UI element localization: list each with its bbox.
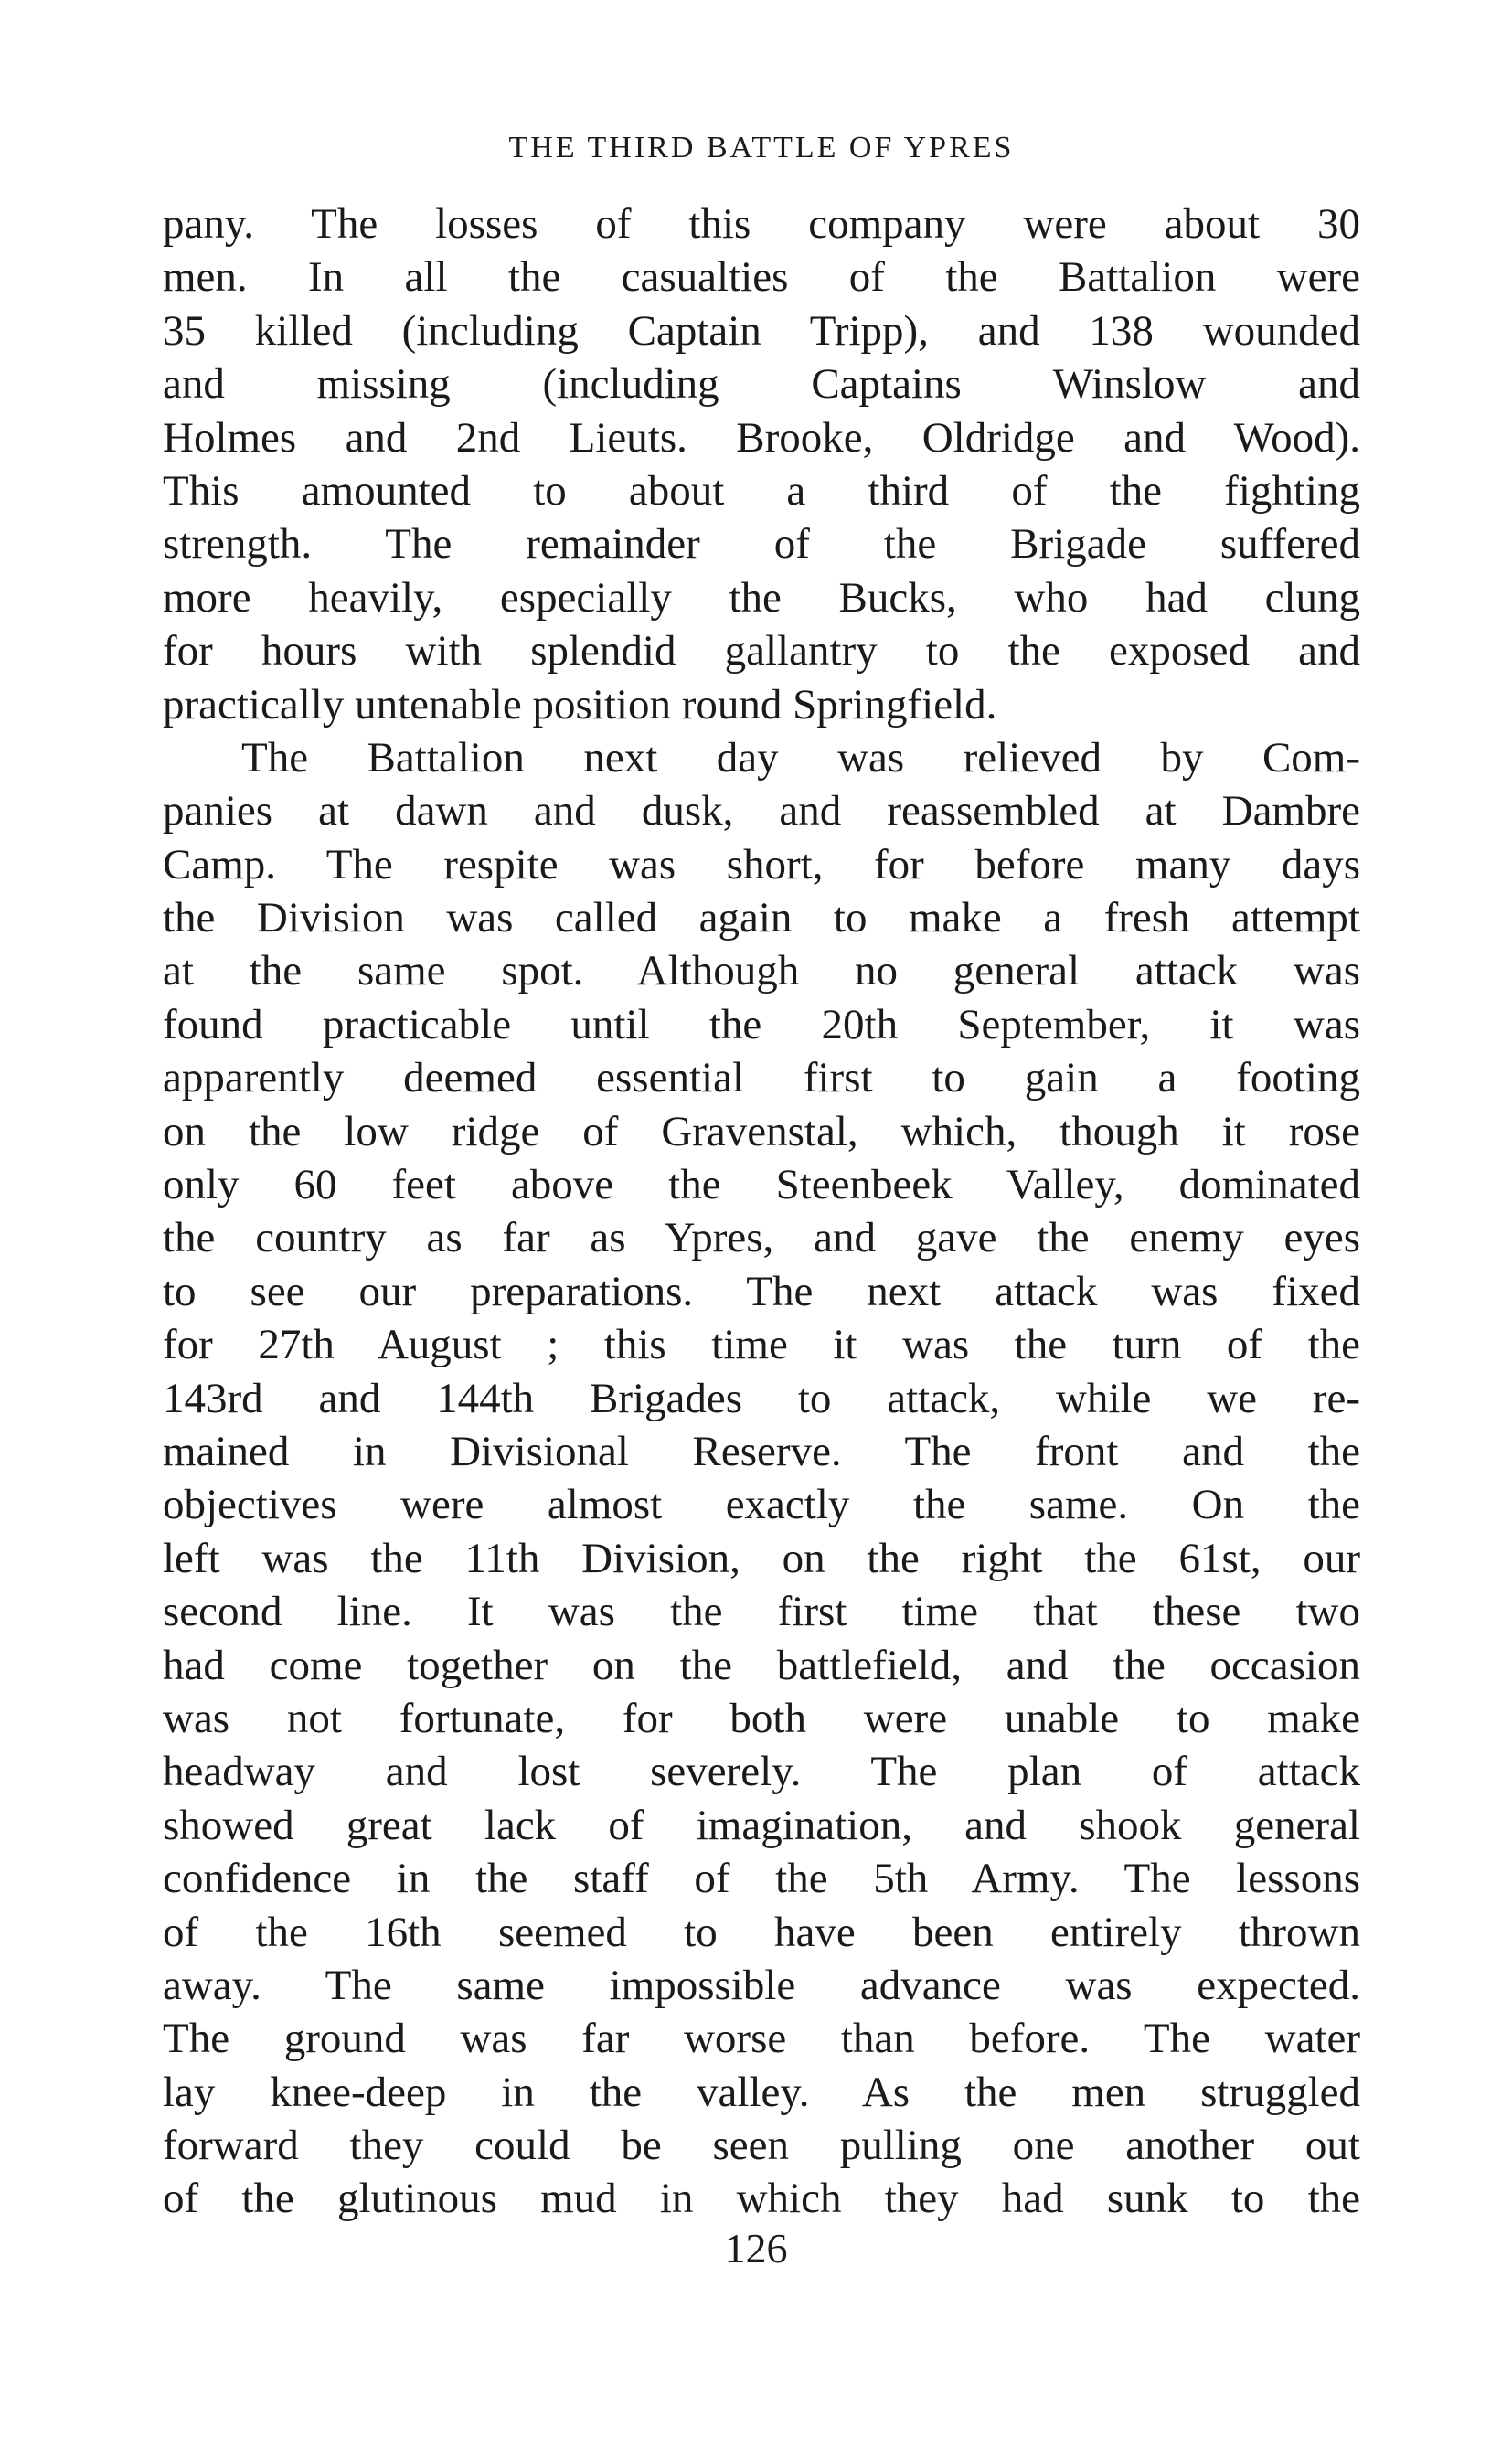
text-line: men. In all the casualties of the Battalion were — [163, 253, 1360, 302]
text-line: second line. It was the first time that these two — [163, 1588, 1360, 1636]
text-line: and missing (including Captains Winslow and — [163, 360, 1360, 409]
text-line: 143rd and 144th Brigades to attack, while we re- — [163, 1374, 1360, 1422]
text-line: The Battalion next day was relieved by Com- — [241, 733, 1360, 782]
text-line: Holmes and 2nd Lieuts. Brooke, Oldridge and Wood). — [163, 413, 1360, 462]
text-line: showed great lack of imagination, and shook general — [163, 1801, 1360, 1849]
paragraph-1 — [163, 197, 1360, 731]
text-line: for 27th August ; this time it was the turn of the — [163, 1321, 1360, 1369]
text-line: Camp. The respite was short, for before many days — [163, 840, 1360, 888]
text-line: apparently deemed essential first to gain a footing — [163, 1054, 1360, 1102]
text-line: for hours with splendid gallantry to the exposed and — [163, 627, 1360, 676]
text-line: headway and lost severely. The plan of attack — [163, 1748, 1360, 1796]
text-line: had come together on the battlefield, and the occasion — [163, 1641, 1360, 1689]
text-line: of the glutinous mud in which they had sunk to the — [163, 2175, 1360, 2223]
text-line: forward they could be seen pulling one another out — [163, 2122, 1360, 2170]
running-head: THE THIRD BATTLE OF YPRES — [508, 131, 1015, 165]
text-line: confidence in the staff of the 5th Army. The lessons — [163, 1855, 1360, 1903]
text-line: 35 killed (including Captain Tripp), and 138 wounded — [163, 306, 1360, 355]
page-number: 126 — [724, 2225, 788, 2272]
text-line: practically untenable position round Springfield. — [163, 680, 997, 729]
text-line: on the low ridge of Gravenstal, which, though it rose — [163, 1107, 1360, 1155]
text-line: more heavily, especially the Bucks, who had clung — [163, 573, 1360, 622]
text-line: The ground was far worse than before. The water — [163, 2015, 1360, 2063]
text-line: at the same spot. Although no general attack was — [163, 947, 1360, 995]
text-line: only 60 feet above the Steenbeek Valley, dominated — [163, 1161, 1360, 1209]
text-line: objectives were almost exactly the same. On the — [163, 1481, 1360, 1529]
text-line: strength. The remainder of the Brigade suffered — [163, 520, 1360, 569]
text-line: pany. The losses of this company were about 30 — [163, 200, 1360, 248]
text-line: lay knee-deep in the valley. As the men struggled — [163, 2068, 1360, 2116]
text-line: away. The same impossible advance was expected. — [163, 1961, 1360, 2009]
text-line: the Division was called again to make a fresh attempt — [163, 894, 1360, 942]
text-line: the country as far as Ypres, and gave the enemy eyes — [163, 1214, 1360, 1262]
text-line: left was the 11th Division, on the right the 61st, our — [163, 1534, 1360, 1582]
text-line: was not fortunate, for both were unable to make — [163, 1694, 1360, 1742]
body-text — [163, 197, 1360, 2226]
text-line: found practicable until the 20th September, it was — [163, 1000, 1360, 1048]
text-line: mained in Divisional Reserve. The front and the — [163, 1427, 1360, 1475]
text-line: of the 16th seemed to have been entirely thrown — [163, 1908, 1360, 1956]
text-line: panies at dawn and dusk, and reassembled at Dambre — [163, 787, 1360, 835]
paragraph-2 — [163, 731, 1360, 2226]
text-line: This amounted to about a third of the fighting — [163, 466, 1360, 515]
text-line: to see our preparations. The next attack was fixed — [163, 1267, 1360, 1315]
